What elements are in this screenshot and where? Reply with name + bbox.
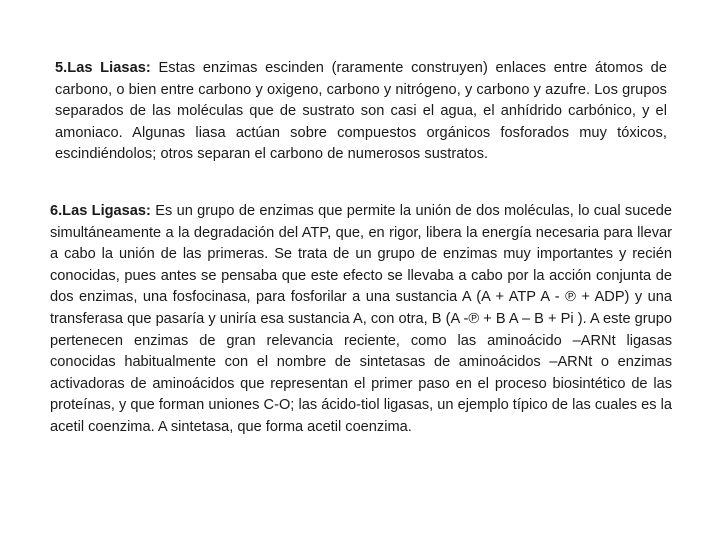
section-body-ligasas: Es un grupo de enzimas que permite la unión de dos moléculas, lo cual sucede simultáneamente a la degradación del ATP, que, en rigor, libera la energía necesaria para llevar a cabo la unión de las primeras. Se trata de un grupo de enzimas muy importantes y recién conocidas, pues antes se pensaba que este efecto se llevaba a cabo por la acción conjunta de dos enzimas, una fosfocinasa, para fosforilar a una sustancia A (A + ATP A - ℗ + ADP) y una transferasa que pasaría y uniría esa sustancia A, con otra, B (A -℗ + B A – B + Pi ). A este grupo pertenecen enzimas de gran relevancia reciente, como las aminoácido –ARNt ligasas conocidas habitualmente con el nombre de sintetasas de aminoácidos –ARNt o enzimas activadoras de aminoácidos que representan el primer paso en el proceso biosintético de las proteínas, y que forman uniones C-O; las ácido-tiol ligasas, un ejemplo típico de las cuales es la acetil coenzima. A sintetasa, que forma acetil coenzima. bbox=[50, 203, 672, 435]
section-liasas bbox=[55, 58, 667, 166]
section-ligasas bbox=[50, 201, 672, 439]
section-heading-ligasas: 6.Las Ligasas: bbox=[50, 203, 151, 219]
section-heading-liasas: 5.Las Liasas: bbox=[55, 60, 151, 76]
section-body-liasas: Estas enzimas escinden (raramente construyen) enlaces entre átomos de carbono, o bien entre carbono y oxigeno, carbono y nitrógeno, y carbono y azufre. Los grupos separados de las moléculas que de sustrato son casi el agua, el anhídrido carbónico, y el amoniaco. Algunas liasa actúan sobre compuestos orgánicos fosforados muy tóxicos, escindiéndolos; otros separan el carbono de numerosos sustratos. bbox=[55, 60, 667, 163]
